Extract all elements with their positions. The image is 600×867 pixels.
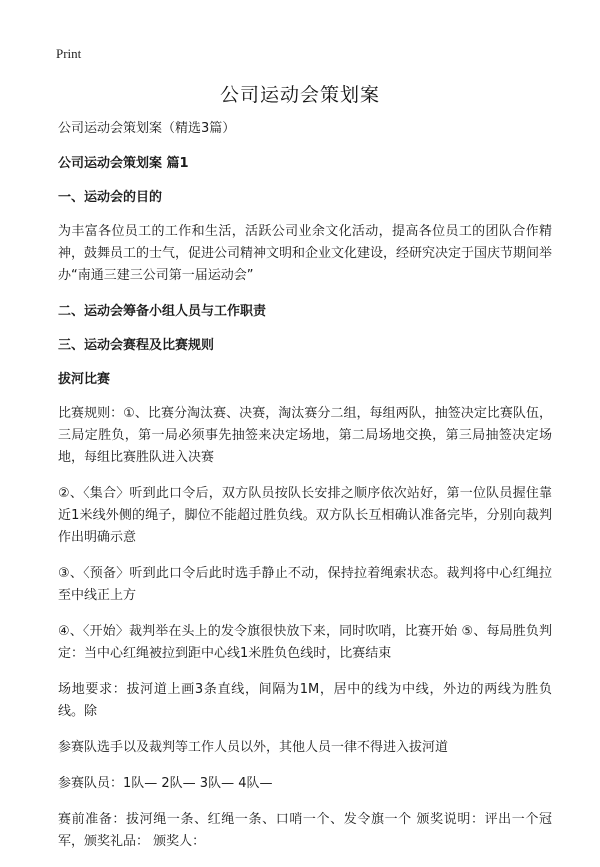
paragraph-purpose: 为丰富各位员工的工作和生活，活跃公司业余文化活动，提高各位员工的团队合作精神，鼓舞员工的士气，促进公司精神文明和企业文化建设，经研究决定于国庆节期间举办“南通三建三公司第一届运动会” — [58, 224, 553, 283]
paragraph-rules: 比赛规则：①、比赛分淘汰赛、决赛，淘汰赛分二组，每组两队，抽签决定比赛队伍，三局定胜负，第一局必须事先抽签来决定场地，第二局场地交换，第三局抽签决定场地，每组比赛胜队进入决赛 — [58, 406, 552, 465]
print-link[interactable]: Print — [56, 46, 82, 61]
document-body — [58, 118, 552, 867]
section-heading-rules: 三、运动会赛程及比赛规则 — [58, 338, 215, 353]
document-subtitle: 公司运动会策划案（精选3篇） — [58, 121, 236, 136]
paragraph-restriction: 参赛队选手以及裁判等工作人员以外，其他人员一律不得进入拔河道 — [58, 740, 449, 755]
paragraph-teams: 参赛队员：1队— 2队— 3队— 4队— — [58, 776, 273, 791]
paragraph-preparation: 赛前准备：拔河绳一条、红绳一条、口哨一个、发令旗一个 颁奖说明：评出一个冠军，颁奖礼品： 颁奖人： — [58, 812, 552, 849]
section-heading-staff: 二、运动会筹备小组人员与工作职责 — [58, 304, 267, 319]
paragraph-ready: ③、〈预备〉听到此口令后此时选手静止不动，保持拉着绳索状态。裁判将中心红绳拉至中线正上方 — [58, 566, 552, 603]
section-heading-tug-of-war: 拔河比赛 — [58, 372, 111, 387]
paragraph-field: 场地要求：拔河道上画3条直线，间隔为1M，居中的线为中线，外边的两线为胜负线。除 — [58, 682, 552, 719]
paragraph-assemble: ②、〈集合〉听到此口令后，双方队员按队长安排之顺序依次站好，第一位队员握住靠近1米线外侧的绳子，脚位不能超过胜负线。双方队长互相确认准备完毕，分别向裁判作出明确示意 — [58, 486, 552, 545]
part-heading: 公司运动会策划案 篇1 — [58, 156, 189, 171]
paragraph-start: ④、〈开始〉裁判举在头上的发令旗很快放下来，同时吹哨，比赛开始 ⑤、每局胜负判定：当中心红绳被拉到距中心线1米胜负色线时，比赛结束 — [58, 624, 552, 661]
section-heading-purpose: 一、运动会的目的 — [58, 190, 163, 205]
document-title: 公司运动会策划案 — [219, 84, 380, 106]
